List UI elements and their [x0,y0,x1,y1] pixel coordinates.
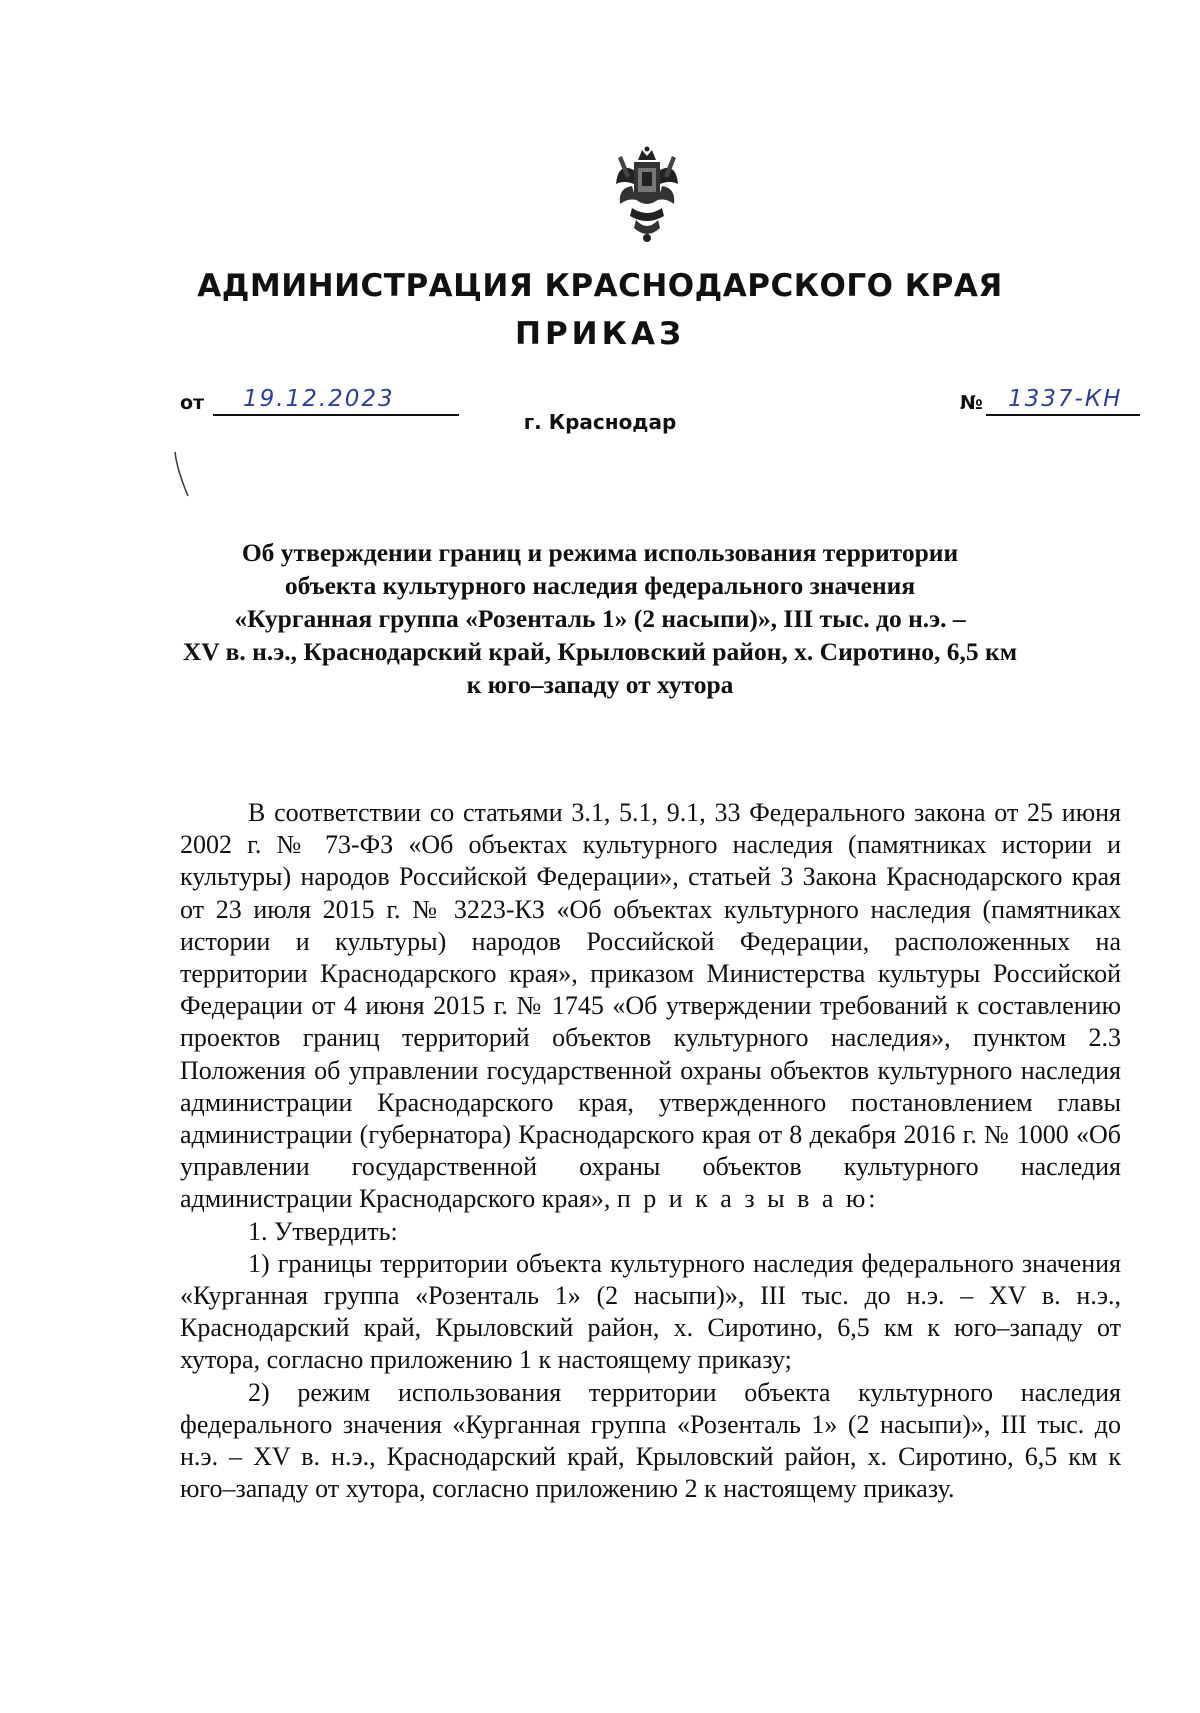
title-line: «Курганная группа «Розенталь 1» (2 насыпи)», III тыс. до н.э. – [234,604,966,633]
item-1-2: 2) режим использования территории объекта культурного наследия федерального значения «Курганная группа «Розенталь 1» (2 насыпи)», III тыс. до н.э. – XV в. н.э., Краснодарский край, Крыловский район, х. Сиротино, 6,5 км к юго–западу от хутора, согласно приложению 2 к настоящему приказу. [180,1377,1121,1504]
title-line: XV в. н.э., Краснодарский край, Крыловский район, х. Сиротино, 6,5 км [182,637,1018,666]
order-word: п р и к а з ы в а ю: [616,1184,879,1214]
pen-mark-icon [172,450,192,500]
item-1-1: 1) границы территории объекта культурного наследия федерального значения «Курганная группа «Розенталь 1» (2 насыпи)», III тыс. до н.э. – XV в. н.э., Краснодарский край, Крыловский район, х. Сиротино, 6,5 км к юго–западу от хутора, согласно приложению 1 к настоящему приказу; [180,1248,1121,1375]
preamble-paragraph [180,797,1121,1216]
document-body [180,797,1121,1505]
preamble-text: В соответствии со статьями 3.1, 5.1, 9.1, 33 Федерального закона от 25 июня 2002 г. № 73-ФЗ «Об объектах культурного наследия (памятниках истории и культуры) народов Российской Федерации», статьей 3 Закона Краснодарского края от 23 июля 2015 г. № 3223-КЗ «Об объектах культурного наследия (памятниках истории и культуры) народов Российской Федерации, расположенных на территории Краснодарского края», приказом Министерства культуры Российской Федерации от 4 июня 2015 г. № 1745 «Об утверждении требований к составлению проектов границ территорий объектов культурного наследия», пунктом 2.3 Положения об управлении государственной охраны объектов культурного наследия администрации Краснодарского края, утвержденного постановлением главы администрации (губернатора) Краснодарского края от 8 декабря 2016 г. № 1000 «Об управлении государственной охраны объектов культурного наследия администрации Краснодарского края», [180,798,1121,1214]
item-1: 1. Утвердить: [248,1216,398,1246]
city: г. Краснодар [523,410,677,434]
date-label: от [180,392,205,414]
title-line: объекта культурного наследия федерального значения [284,571,916,600]
document-type: ПРИКАЗ [515,316,685,352]
document-title [150,536,1050,701]
number-value: 1337-КН [1008,386,1123,412]
date-value: 19.12.2023 [243,386,395,412]
title-line: к юго–западу от хутора [466,670,734,699]
organization-name: АДМИНИСТРАЦИЯ КРАСНОДАРСКОГО КРАЯ [197,268,1003,304]
number-label: № [960,392,983,414]
coat-of-arms-icon [612,146,682,246]
title-line: Об утверждении границ и режима использования территории [241,538,959,567]
